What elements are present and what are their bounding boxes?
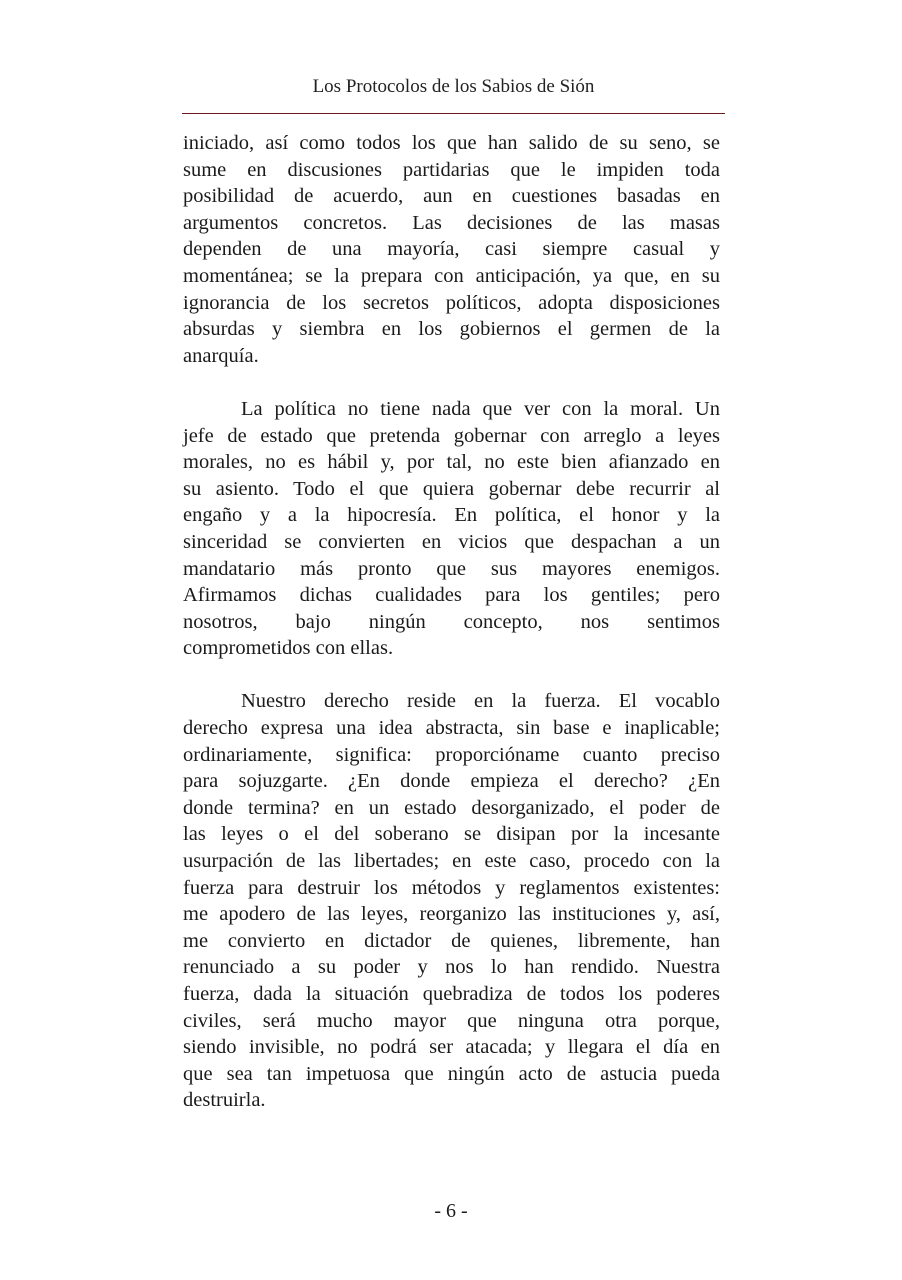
text-line: civiles, será mucho mayor que ninguna otra porque, <box>183 1009 720 1032</box>
text-line: anarquía. <box>183 344 259 367</box>
text-line: Nuestro derecho reside en la fuerza. El vocablo <box>241 690 720 713</box>
text-line: La política no tiene nada que ver con la moral. Un <box>241 397 720 420</box>
text-line: donde termina? en un estado desorganizado, el poder de <box>183 796 720 819</box>
text-line: ordinariamente, significa: proporcióname cuanto preciso <box>183 743 720 766</box>
text-line: fuerza para destruir los métodos y reglamentos existentes: <box>183 876 720 899</box>
header-divider <box>182 113 725 114</box>
text-line: nosotros, bajo ningún concepto, nos sentimos <box>183 610 720 633</box>
text-line: usurpación de las libertades; en este caso, procedo con la <box>183 850 720 873</box>
text-line: Afirmamos dichas cualidades para los gentiles; pero <box>183 584 720 607</box>
text-line: dependen de una mayoría, casi siempre casual y <box>183 238 720 261</box>
text-line: morales, no es hábil y, por tal, no este bien afianzado en <box>183 451 720 474</box>
text-line: renunciado a su poder y nos lo han rendido. Nuestra <box>183 956 720 979</box>
text-line: ignorancia de los secretos políticos, adopta disposiciones <box>183 291 720 314</box>
text-line: me apodero de las leyes, reorganizo las instituciones y, así, <box>183 903 720 926</box>
text-line: posibilidad de acuerdo, aun en cuestiones basadas en <box>183 185 720 208</box>
text-line: las leyes o el del soberano se disipan por la incesante <box>183 823 720 846</box>
text-line: iniciado, así como todos los que han salido de su seno, se <box>183 132 720 154</box>
running-header: Los Protocolos de los Sabios de Sión <box>312 76 595 97</box>
text-line: sinceridad se convierten en vicios que despachan a un <box>183 530 720 553</box>
text-line: argumentos concretos. Las decisiones de las masas <box>183 211 720 234</box>
paragraph <box>183 688 720 1114</box>
text-line: sume en discusiones partidarias que le impiden toda <box>183 158 720 181</box>
text-line: fuerza, dada la situación quebradiza de todos los poderes <box>183 983 720 1005</box>
text-line: siendo invisible, no podrá ser atacada; y llegara el día en <box>183 1036 720 1059</box>
paragraph <box>183 130 720 369</box>
page-body <box>183 130 720 1141</box>
text-line: que sea tan impetuosa que ningún acto de astucia pueda <box>183 1062 720 1085</box>
text-line: momentánea; se la prepara con anticipación, ya que, en su <box>183 264 720 287</box>
text-line: engaño y a la hipocresía. En política, el honor y la <box>183 504 720 527</box>
text-line: derecho expresa una idea abstracta, sin base e inaplicable; <box>183 717 720 740</box>
text-line: para sojuzgarte. ¿En donde empieza el derecho? ¿En <box>183 770 720 793</box>
text-line: me convierto en dictador de quienes, libremente, han <box>183 929 720 952</box>
text-line: comprometidos con ellas. <box>183 637 394 660</box>
text-line: jefe de estado que pretenda gobernar con arreglo a leyes <box>183 424 720 447</box>
text-line: absurdas y siembra en los gobiernos el germen de la <box>183 318 720 341</box>
text-line: destruirla. <box>183 1089 266 1112</box>
paragraph <box>183 396 720 662</box>
page-number: - 6 - <box>434 1200 468 1222</box>
text-line: mandatario más pronto que sus mayores enemigos. <box>183 557 720 580</box>
text-line: su asiento. Todo el que quiera gobernar debe recurrir al <box>183 477 720 500</box>
